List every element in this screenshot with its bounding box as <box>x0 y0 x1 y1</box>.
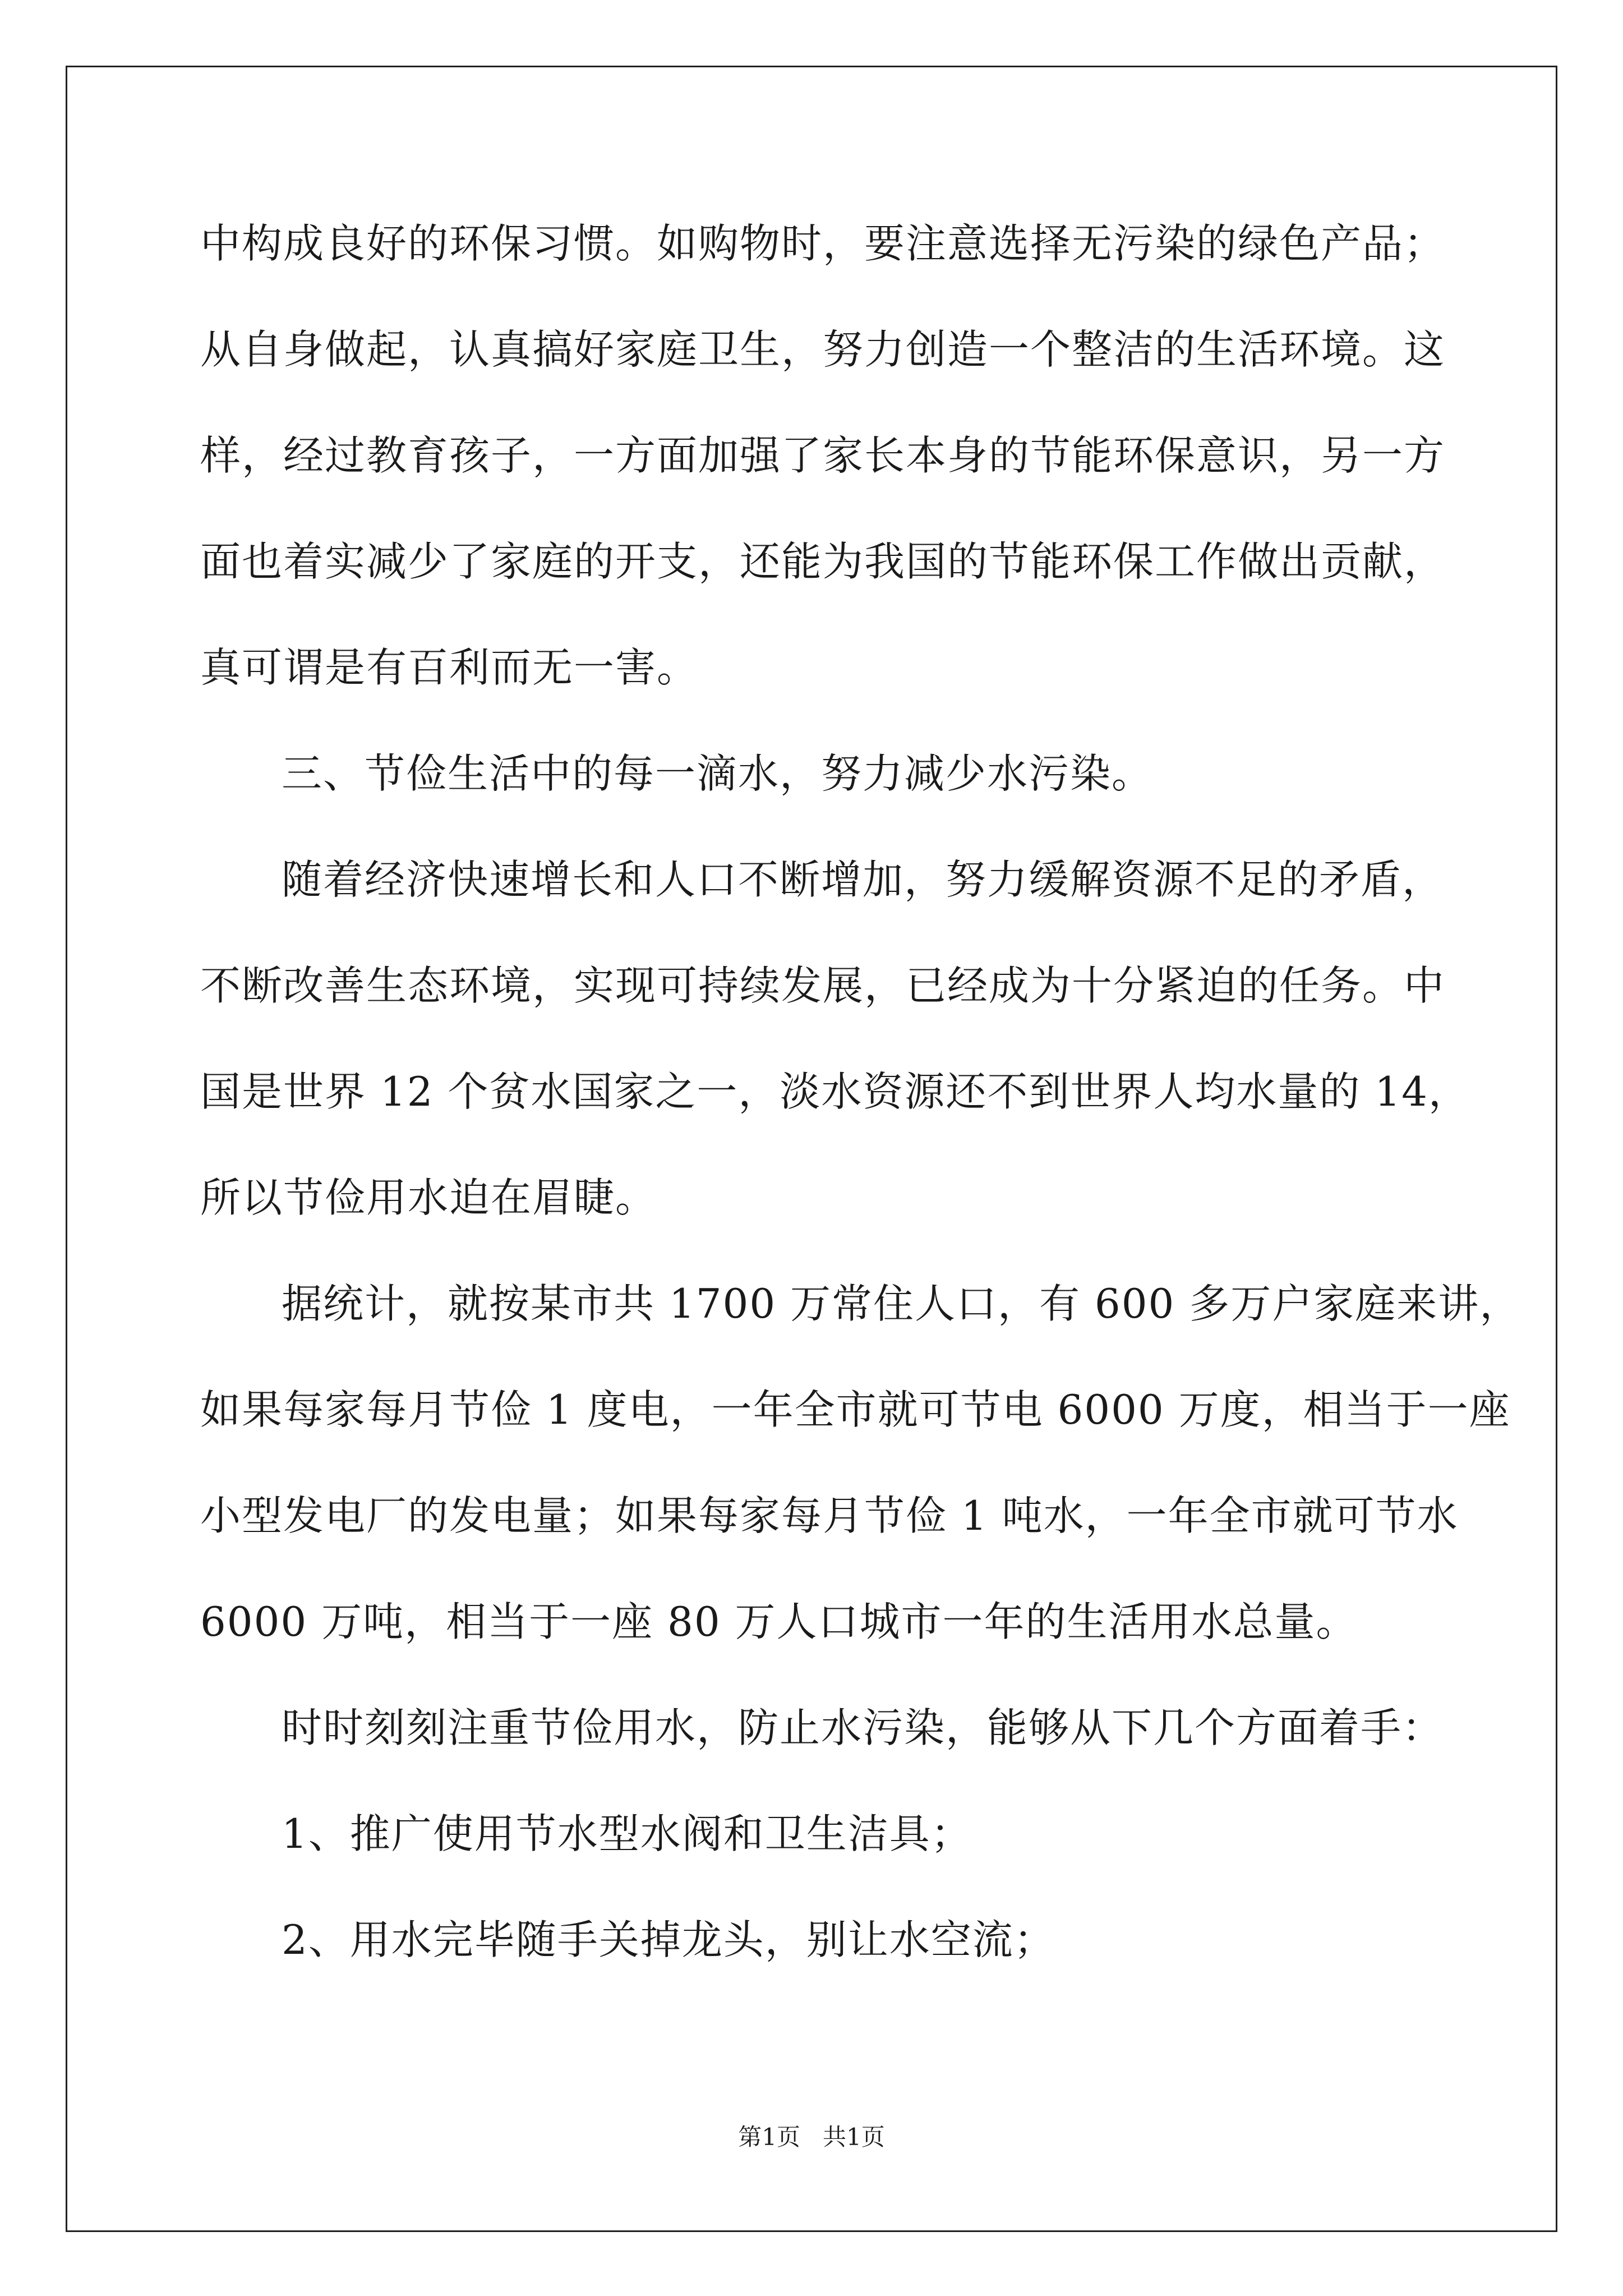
paragraph-line: 6000 万吨，相当于一座 80 万人口城市一年的生活用水总量。 <box>200 1598 1358 1645</box>
paragraph-line: 中构成良好的环保习惯。如购物时，要注意选择无污染的绿色产品； <box>200 220 1446 267</box>
paragraph-line: 小型发电厂的发电量；如果每家每月节俭 1 吨水，一年全市就可节水 <box>200 1492 1459 1539</box>
paragraph-line: 如果每家每月节俭 1 度电，一年全市就可节电 6000 万度，相当于一座 <box>200 1386 1511 1433</box>
section-heading: 三、节俭生活中的每一滴水，努力减少水污染。 <box>282 750 1154 797</box>
paragraph-line: 随着经济快速增长和人口不断增加，努力缓解资源不足的矛盾， <box>282 856 1444 903</box>
paragraph-line: 样，经过教育孩子，一方面加强了家长本身的节能环保意识，另一方 <box>200 432 1446 479</box>
page-number: 第1页 共1页 <box>738 2123 885 2151</box>
list-item: 1、推广使用节水型水阀和卫生洁具； <box>282 1810 972 1857</box>
paragraph-line: 时时刻刻注重节俭用水，防止水污染，能够从下几个方面着手： <box>282 1704 1444 1751</box>
paragraph-line: 国是世界 12 个贫水国家之一，淡水资源还不到世界人均水量的 14， <box>200 1068 1470 1115</box>
paragraph-line: 不断改善生态环境，实现可持续发展，已经成为十分紧迫的任务。中 <box>200 962 1446 1009</box>
paragraph-line: 从自身做起，认真搞好家庭卫生，努力创造一个整洁的生活环境。这 <box>200 326 1446 373</box>
paragraph-line: 面也着实减少了家庭的开支，还能为我国的节能环保工作做出贡献， <box>200 538 1446 585</box>
page-border <box>66 66 1557 2232</box>
list-item: 2、用水完毕随手关掉龙头，别让水空流； <box>282 1916 1055 1963</box>
paragraph-line: 所以节俭用水迫在眉睫。 <box>200 1174 657 1221</box>
paragraph-line: 据统计，就按某市共 1700 万常住人口，有 600 多万户家庭来讲， <box>282 1280 1521 1327</box>
paragraph-line: 真可谓是有百利而无一害。 <box>200 644 699 691</box>
